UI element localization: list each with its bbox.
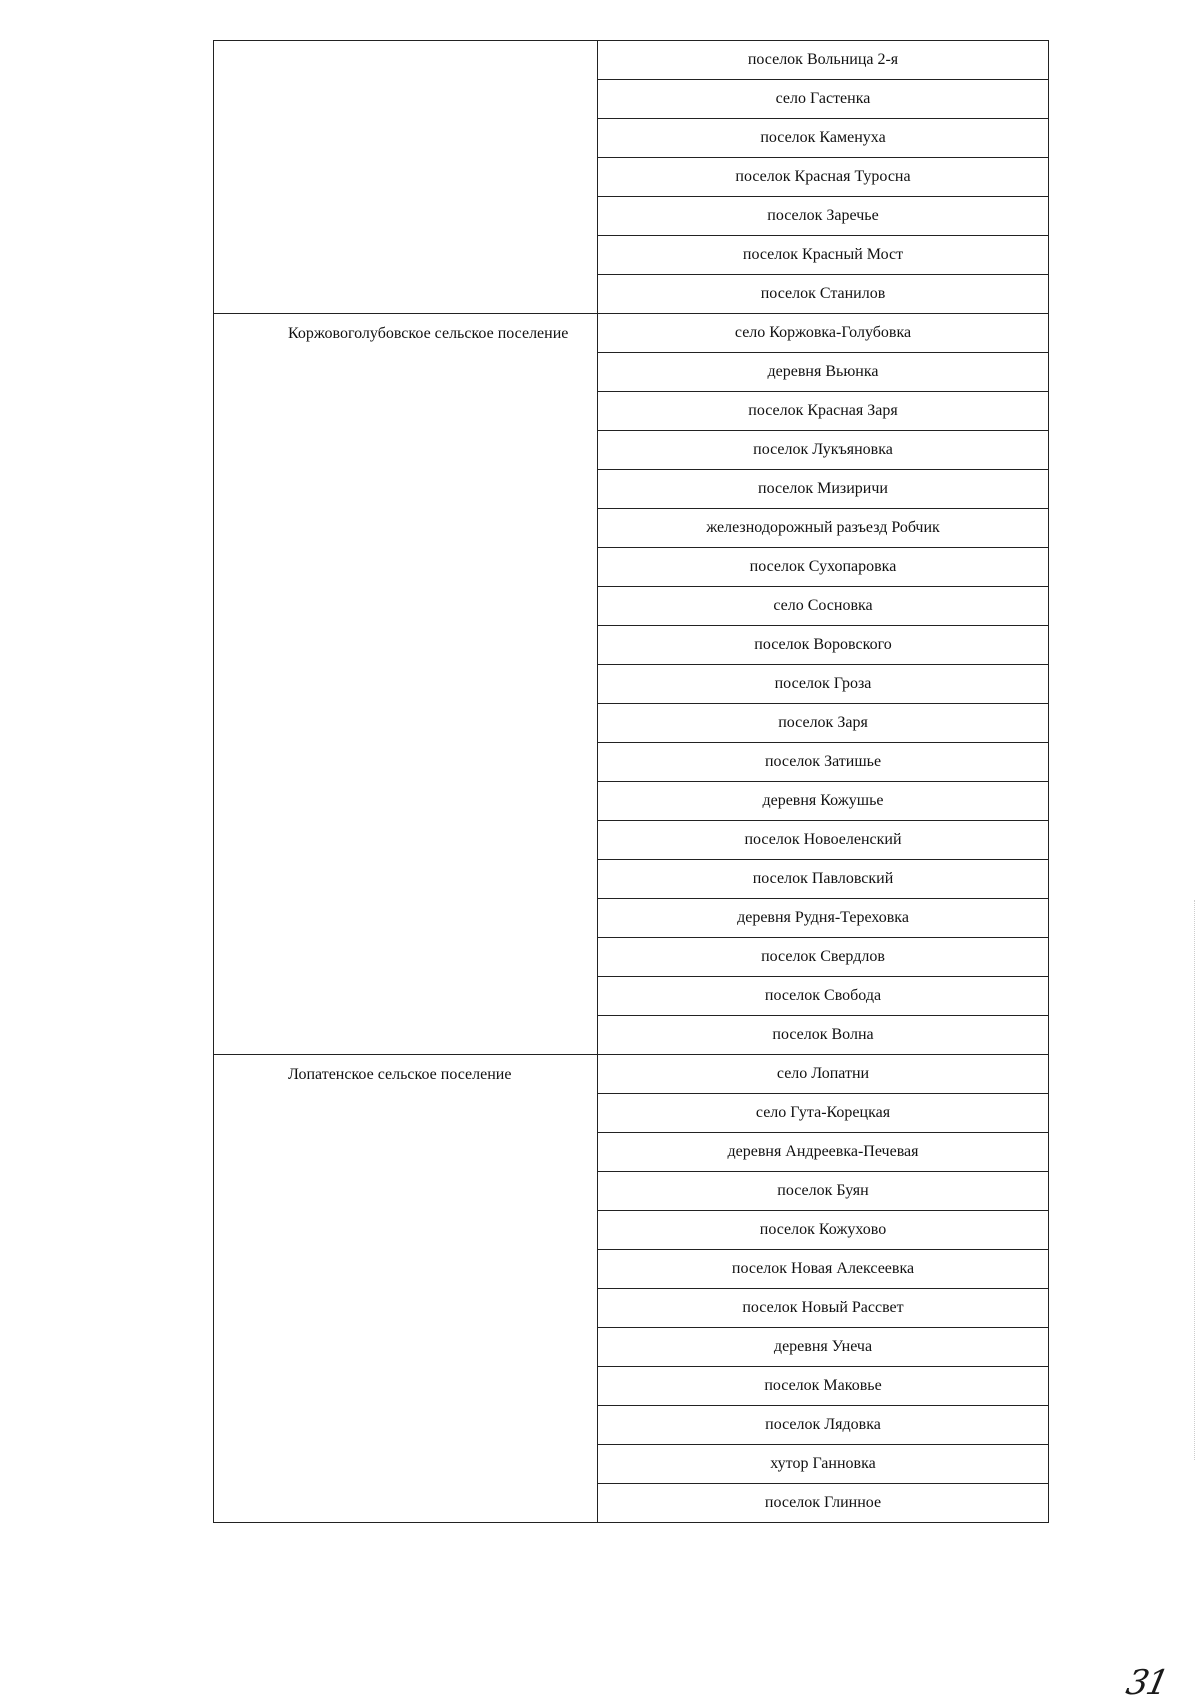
municipality-cell	[214, 41, 598, 314]
settlement-cell: поселок Красная Туросна	[598, 158, 1049, 197]
settlement-cell: село Гута-Корецкая	[598, 1094, 1049, 1133]
settlement-cell: поселок Свердлов	[598, 938, 1049, 977]
settlement-cell: поселок Сухопаровка	[598, 548, 1049, 587]
settlement-cell: железнодорожный разъезд Робчик	[598, 509, 1049, 548]
municipality-cell	[214, 314, 598, 1055]
settlement-cell: поселок Павловский	[598, 860, 1049, 899]
settlement-cell: поселок Красный Мост	[598, 236, 1049, 275]
settlements-table-body	[214, 41, 1049, 1523]
settlement-cell: село Коржовка-Голубовка	[598, 314, 1049, 353]
settlement-cell: поселок Свобода	[598, 977, 1049, 1016]
settlement-cell: поселок Красная Заря	[598, 392, 1049, 431]
settlement-cell: поселок Буян	[598, 1172, 1049, 1211]
municipality-name: Лопатенское сельское поселение	[288, 1066, 512, 1083]
settlements-table	[213, 40, 1049, 1523]
settlement-cell: деревня Вьюнка	[598, 353, 1049, 392]
settlement-cell: поселок Глинное	[598, 1484, 1049, 1523]
table-row	[214, 41, 1049, 80]
settlement-cell: поселок Заря	[598, 704, 1049, 743]
settlement-cell: поселок Мизиричи	[598, 470, 1049, 509]
settlement-cell: поселок Заречье	[598, 197, 1049, 236]
municipality-cell	[214, 1055, 598, 1523]
settlement-cell: поселок Каменуха	[598, 119, 1049, 158]
page-number: 31	[1122, 1663, 1171, 1703]
settlement-cell: село Сосновка	[598, 587, 1049, 626]
scan-edge-marks	[1194, 900, 1196, 1460]
settlement-cell: поселок Затишье	[598, 743, 1049, 782]
settlement-cell: деревня Унеча	[598, 1328, 1049, 1367]
settlement-cell: село Гастенка	[598, 80, 1049, 119]
settlement-cell: хутор Ганновка	[598, 1445, 1049, 1484]
table-row	[214, 314, 1049, 353]
table-row	[214, 1055, 1049, 1094]
settlement-cell: поселок Станилов	[598, 275, 1049, 314]
settlement-cell: поселок Лукъяновка	[598, 431, 1049, 470]
municipality-name: Коржовоголубовское сельское поселение	[288, 325, 569, 342]
settlement-cell: поселок Гроза	[598, 665, 1049, 704]
settlement-cell: поселок Волна	[598, 1016, 1049, 1055]
settlement-cell: поселок Кожухово	[598, 1211, 1049, 1250]
settlement-cell: поселок Вольница 2-я	[598, 41, 1049, 80]
settlement-cell: поселок Новоеленский	[598, 821, 1049, 860]
settlement-cell: поселок Воровского	[598, 626, 1049, 665]
settlement-cell: деревня Рудня-Тереховка	[598, 899, 1049, 938]
settlement-cell: поселок Маковье	[598, 1367, 1049, 1406]
settlement-cell: деревня Андреевка-Печевая	[598, 1133, 1049, 1172]
settlement-cell: село Лопатни	[598, 1055, 1049, 1094]
settlement-cell: деревня Кожушье	[598, 782, 1049, 821]
settlement-cell: поселок Новый Рассвет	[598, 1289, 1049, 1328]
settlement-cell: поселок Новая Алексеевка	[598, 1250, 1049, 1289]
settlement-cell: поселок Лядовка	[598, 1406, 1049, 1445]
